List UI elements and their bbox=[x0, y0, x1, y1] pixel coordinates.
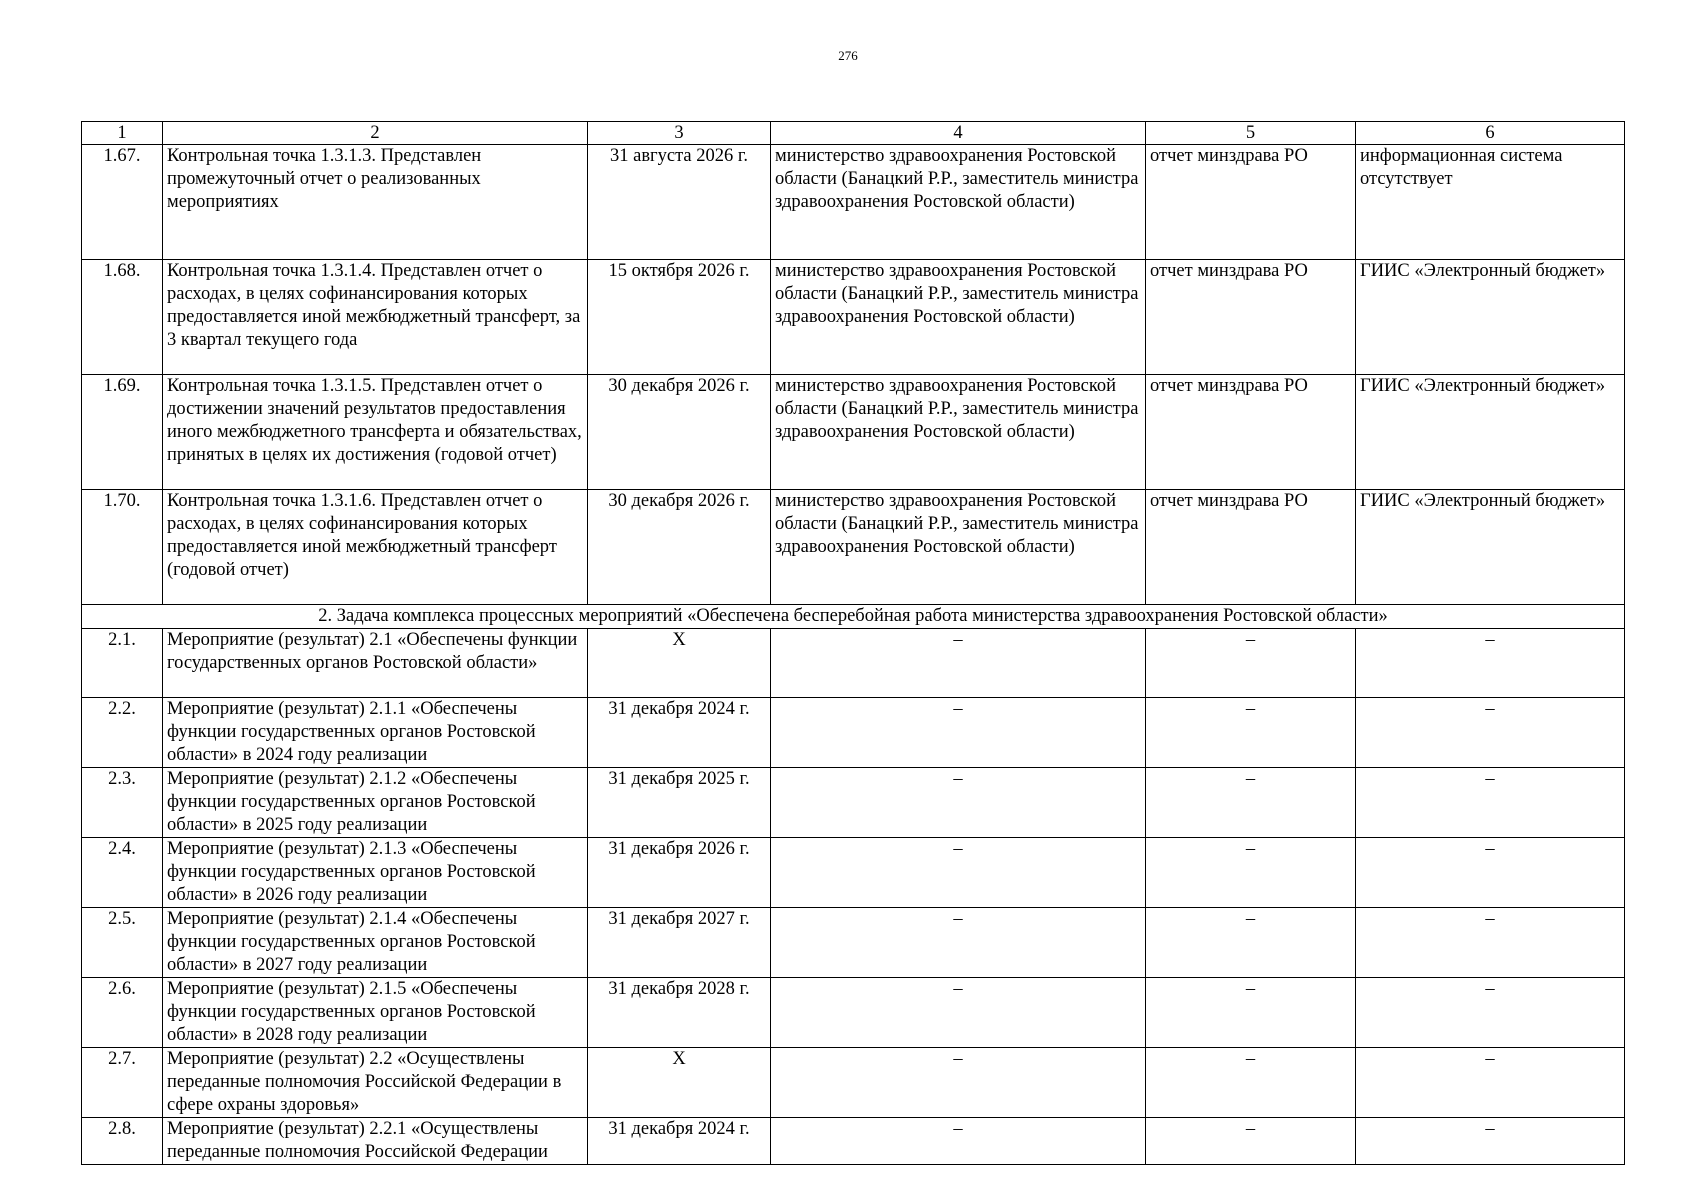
row-responsible: – bbox=[771, 838, 1146, 908]
header-cell: 1 bbox=[82, 122, 163, 145]
row-name: Контрольная точка 1.3.1.4. Представлен отчет о расходах, в целях софинансирования которых предоставляется иной межбюджетный трансферт, за 3 квартал текущего года bbox=[163, 260, 588, 375]
row-number: 2.2. bbox=[82, 698, 163, 768]
row-name: Мероприятие (результат) 2.1 «Обеспечены функции государственных органов Ростовской области» bbox=[163, 629, 588, 698]
row-system: – bbox=[1356, 1118, 1625, 1165]
row-responsible: министерство здравоохранения Ростовской области (Банацкий Р.Р., заместитель министра здравоохранения Ростовской области) bbox=[771, 490, 1146, 605]
row-document: отчет минздрава РО bbox=[1146, 260, 1356, 375]
row-responsible: – bbox=[771, 1048, 1146, 1118]
row-system: – bbox=[1356, 838, 1625, 908]
row-name: Контрольная точка 1.3.1.5. Представлен отчет о достижении значений результатов предоставления иного межбюджетного трансферта и обязательствах, принятых в целях их достижения (годовой отчет) bbox=[163, 375, 588, 490]
row-system: информационная система отсутствует bbox=[1356, 145, 1625, 260]
row-date: Х bbox=[588, 1048, 771, 1118]
row-name: Мероприятие (результат) 2.2 «Осуществлены переданные полномочия Российской Федерации в сфере охраны здоровья» bbox=[163, 1048, 588, 1118]
table-row bbox=[82, 698, 1625, 768]
row-number: 2.7. bbox=[82, 1048, 163, 1118]
row-number: 1.67. bbox=[82, 145, 163, 260]
row-system: – bbox=[1356, 698, 1625, 768]
row-number: 2.8. bbox=[82, 1118, 163, 1165]
row-name: Мероприятие (результат) 2.1.1 «Обеспечены функции государственных органов Ростовской области» в 2024 году реализации bbox=[163, 698, 588, 768]
page-number: 276 bbox=[838, 48, 858, 63]
row-name: Мероприятие (результат) 2.1.4 «Обеспечены функции государственных органов Ростовской области» в 2027 году реализации bbox=[163, 908, 588, 978]
row-date: 31 декабря 2024 г. bbox=[588, 698, 771, 768]
row-number: 1.68. bbox=[82, 260, 163, 375]
table-row bbox=[82, 838, 1625, 908]
row-system: – bbox=[1356, 978, 1625, 1048]
table-row bbox=[82, 768, 1625, 838]
row-system: ГИИС «Электронный бюджет» bbox=[1356, 490, 1625, 605]
section-row bbox=[82, 605, 1625, 629]
row-name: Контрольная точка 1.3.1.6. Представлен отчет о расходах, в целях софинансирования которых предоставляется иной межбюджетный трансферт (годовой отчет) bbox=[163, 490, 588, 605]
table-row bbox=[82, 1048, 1625, 1118]
row-date: 31 декабря 2026 г. bbox=[588, 838, 771, 908]
row-document: отчет минздрава РО bbox=[1146, 375, 1356, 490]
table-row bbox=[82, 145, 1625, 260]
row-document: – bbox=[1146, 1048, 1356, 1118]
row-number: 2.6. bbox=[82, 978, 163, 1048]
row-name: Мероприятие (результат) 2.1.5 «Обеспечены функции государственных органов Ростовской области» в 2028 году реализации bbox=[163, 978, 588, 1048]
table-row bbox=[82, 260, 1625, 375]
row-responsible: – bbox=[771, 978, 1146, 1048]
header-cell: 4 bbox=[771, 122, 1146, 145]
column-number-header bbox=[82, 122, 1625, 145]
row-system: ГИИС «Электронный бюджет» bbox=[1356, 375, 1625, 490]
header-cell: 2 bbox=[163, 122, 588, 145]
row-date: 31 декабря 2025 г. bbox=[588, 768, 771, 838]
row-date: 15 октября 2026 г. bbox=[588, 260, 771, 375]
row-document: – bbox=[1146, 908, 1356, 978]
row-number: 2.5. bbox=[82, 908, 163, 978]
header-cell: 5 bbox=[1146, 122, 1356, 145]
row-responsible: – bbox=[771, 629, 1146, 698]
section-title: 2. Задача комплекса процессных мероприятий «Обеспечена бесперебойная работа министерства здравоохранения Ростовской области» bbox=[82, 605, 1625, 629]
table-row bbox=[82, 1118, 1625, 1165]
row-document: – bbox=[1146, 1118, 1356, 1165]
header-cell: 6 bbox=[1356, 122, 1625, 145]
row-responsible: министерство здравоохранения Ростовской области (Банацкий Р.Р., заместитель министра здравоохранения Ростовской области) bbox=[771, 375, 1146, 490]
table-row bbox=[82, 978, 1625, 1048]
row-date: 31 декабря 2024 г. bbox=[588, 1118, 771, 1165]
row-responsible: министерство здравоохранения Ростовской области (Банацкий Р.Р., заместитель министра здравоохранения Ростовской области) bbox=[771, 145, 1146, 260]
row-number: 2.1. bbox=[82, 629, 163, 698]
row-date: 30 декабря 2026 г. bbox=[588, 490, 771, 605]
table-row bbox=[82, 908, 1625, 978]
row-responsible: – bbox=[771, 768, 1146, 838]
row-document: отчет минздрава РО bbox=[1146, 145, 1356, 260]
row-responsible: – bbox=[771, 1118, 1146, 1165]
row-system: – bbox=[1356, 1048, 1625, 1118]
row-name: Мероприятие (результат) 2.1.2 «Обеспечены функции государственных органов Ростовской области» в 2025 году реализации bbox=[163, 768, 588, 838]
row-date: Х bbox=[588, 629, 771, 698]
row-system: ГИИС «Электронный бюджет» bbox=[1356, 260, 1625, 375]
measures-table bbox=[81, 121, 1625, 1165]
row-date: 31 августа 2026 г. bbox=[588, 145, 771, 260]
header-cell: 3 bbox=[588, 122, 771, 145]
table-row bbox=[82, 629, 1625, 698]
row-number: 1.69. bbox=[82, 375, 163, 490]
table-row bbox=[82, 375, 1625, 490]
row-document: – bbox=[1146, 838, 1356, 908]
row-document: отчет минздрава РО bbox=[1146, 490, 1356, 605]
row-document: – bbox=[1146, 978, 1356, 1048]
row-document: – bbox=[1146, 629, 1356, 698]
row-system: – bbox=[1356, 629, 1625, 698]
row-system: – bbox=[1356, 768, 1625, 838]
row-responsible: – bbox=[771, 908, 1146, 978]
row-number: 2.4. bbox=[82, 838, 163, 908]
row-document: – bbox=[1146, 698, 1356, 768]
row-name: Мероприятие (результат) 2.2.1 «Осуществлены переданные полномочия Российской Федерации bbox=[163, 1118, 588, 1165]
row-responsible: – bbox=[771, 698, 1146, 768]
row-responsible: министерство здравоохранения Ростовской области (Банацкий Р.Р., заместитель министра здравоохранения Ростовской области) bbox=[771, 260, 1146, 375]
row-date: 31 декабря 2028 г. bbox=[588, 978, 771, 1048]
table-row bbox=[82, 490, 1625, 605]
row-number: 1.70. bbox=[82, 490, 163, 605]
row-system: – bbox=[1356, 908, 1625, 978]
row-name: Мероприятие (результат) 2.1.3 «Обеспечены функции государственных органов Ростовской области» в 2026 году реализации bbox=[163, 838, 588, 908]
row-date: 31 декабря 2027 г. bbox=[588, 908, 771, 978]
row-date: 30 декабря 2026 г. bbox=[588, 375, 771, 490]
row-name: Контрольная точка 1.3.1.3. Представлен промежуточный отчет о реализованных мероприятиях bbox=[163, 145, 588, 260]
row-number: 2.3. bbox=[82, 768, 163, 838]
row-document: – bbox=[1146, 768, 1356, 838]
